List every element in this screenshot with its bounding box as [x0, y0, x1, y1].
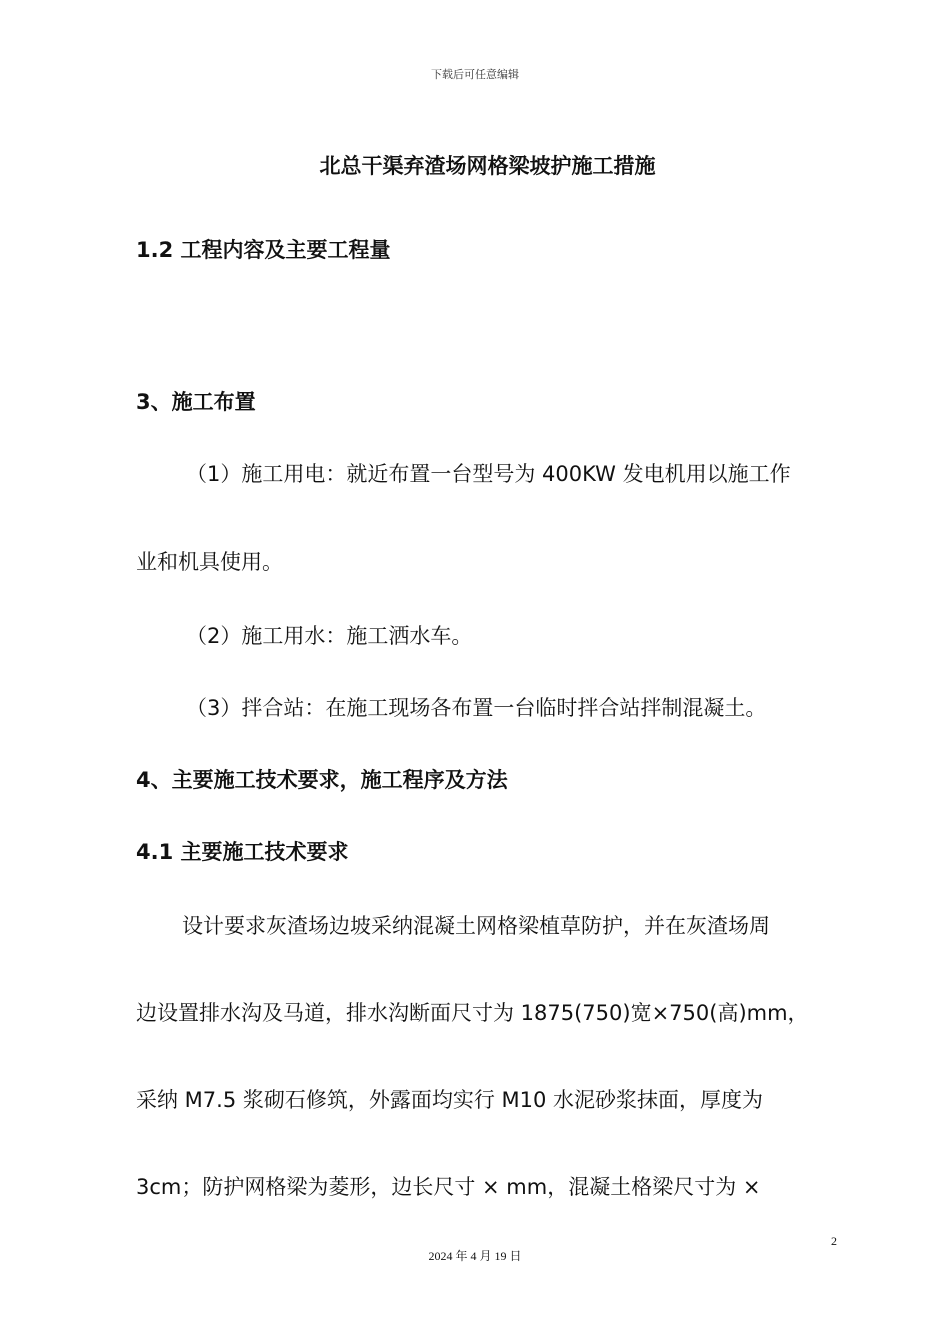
paragraph-mixing-station: （3）拌合站：在施工现场各布置一台临时拌合站拌制混凝土。 [186, 696, 767, 720]
paragraph-water: （2）施工用水：施工洒水车。 [186, 624, 473, 648]
section-heading-3: 3、施工布置 [136, 390, 256, 414]
page-number: 2 [831, 1234, 837, 1248]
paragraph-requirements-line1: 设计要求灰渣场边坡采纳混凝土网格梁植草防护，并在灰渣场周 [182, 914, 770, 938]
paragraph-requirements-line4: 3cm；防护网格梁为菱形，边长尺寸 × mm，混凝土格梁尺寸为 × [136, 1175, 761, 1199]
paragraph-requirements-line2: 边设置排水沟及马道，排水沟断面尺寸为 1875(750)宽×750(高)mm， [136, 1001, 809, 1025]
header-note: 下载后可任意编辑 [431, 68, 519, 81]
section-heading-1-2: 1.2 工程内容及主要工程量 [136, 238, 391, 262]
paragraph-requirements-line3: 采纳 M7.5 浆砌石修筑，外露面均实行 M10 水泥砂浆抹面，厚度为 [136, 1088, 764, 1112]
paragraph-power-line1: （1）施工用电：就近布置一台型号为 400KW 发电机用以施工作 [186, 462, 791, 486]
section-heading-4-1: 4.1 主要施工技术要求 [136, 840, 349, 864]
footer-date: 2024 年 4 月 19 日 [428, 1249, 522, 1263]
section-heading-4: 4、主要施工技术要求，施工程序及方法 [136, 768, 508, 792]
paragraph-power-line2: 业和机具使用。 [136, 550, 283, 574]
document-title: 北总干渠弃渣场网格梁坡护施工措施 [319, 154, 656, 178]
